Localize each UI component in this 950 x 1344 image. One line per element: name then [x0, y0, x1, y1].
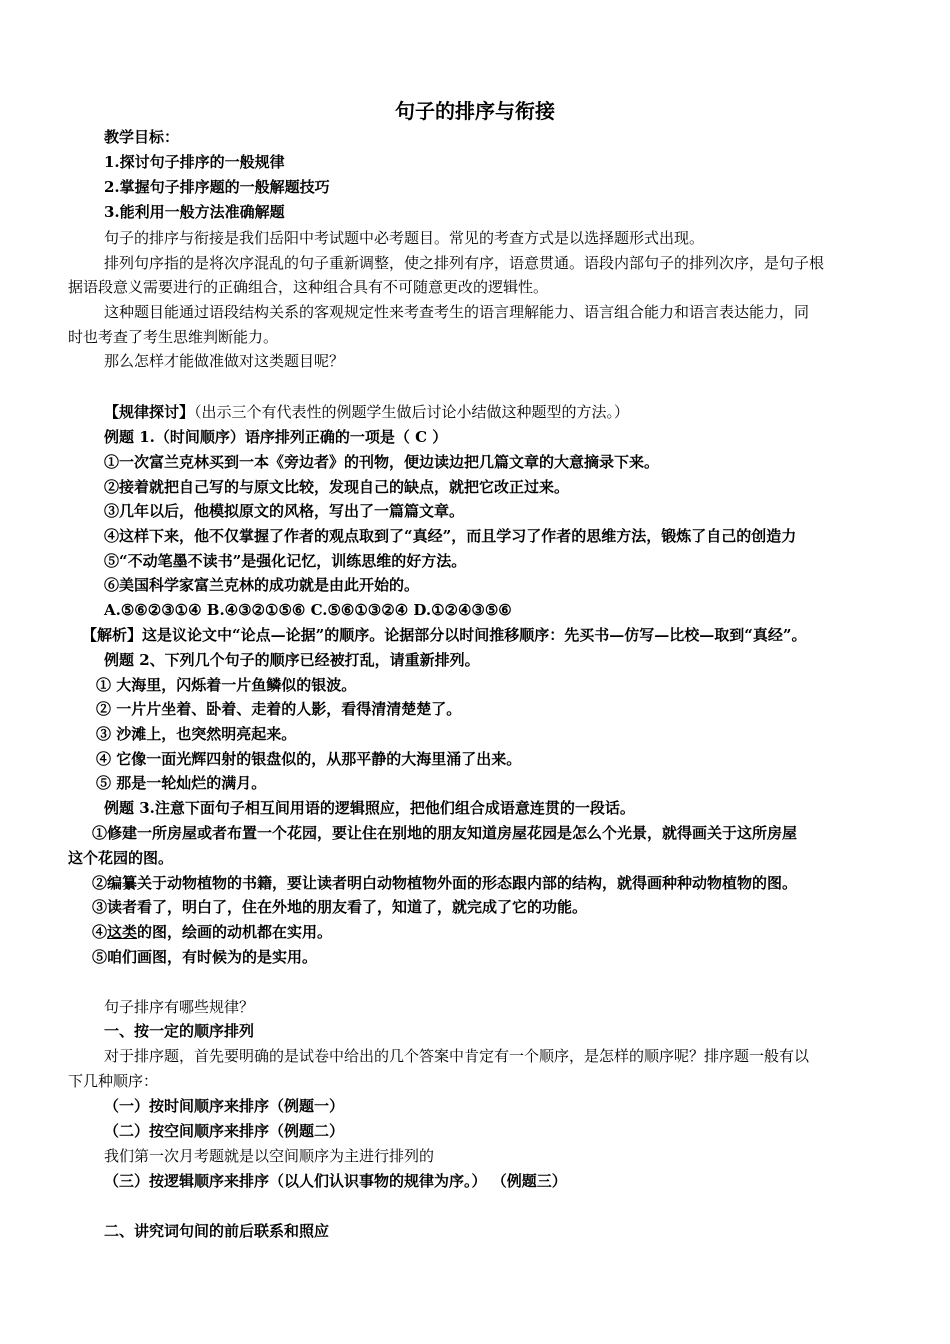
rule-order-space: （二）按空间顺序来排序（例题二）	[104, 1122, 345, 1140]
sentence-text: 的图，绘画的动机都在实用。	[137, 923, 333, 941]
rule-heading	[104, 402, 629, 422]
example-2-sentence: ① 大海里，闪烁着一片鱼鳞似的银波。	[96, 676, 357, 694]
goal-item: 3.能利用一般方法准确解题	[104, 203, 285, 221]
example-3-sentence: ③读者看了，明白了，住在外地的朋友看了，知道了，就完成了它的功能。	[92, 898, 588, 916]
intro-paragraph: 这种题目能通过语段结构关系的客观规定性来考查考生的语言理解能力、语言组合能力和语言表达能力，同	[104, 303, 810, 321]
goal-item: 1.探讨句子排序的一般规律	[104, 153, 285, 171]
rules-note: 我们第一次月考题就是以空间顺序为主进行排列的	[104, 1147, 435, 1165]
example-1-sentence: ①一次富兰克林买到一本《旁边者》的刊物，便边读边把几篇文章的大意摘录下来。	[104, 453, 660, 471]
example-3-sentence: 这个花园的图。	[68, 849, 174, 867]
example-2-sentence: ⑤ 那是一轮灿烂的满月。	[96, 774, 267, 792]
example-1-sentence: ③几年以后，他模拟原文的风格，写出了一篇篇文章。	[104, 502, 465, 520]
example-3-sentence: ⑤咱们画图，有时候为的是实用。	[92, 948, 318, 966]
goal-item: 2.掌握句子排序题的一般解题技巧	[104, 178, 330, 196]
rules-paragraph: 对于排序题，首先要明确的是试卷中给出的几个答案中肯定有一个顺序，是怎样的顺序呢？排序题一般有以	[104, 1047, 810, 1065]
rule-note: （出示三个有代表性的例题学生做后讨论小结做这种题型的方法。）	[194, 403, 630, 421]
rule-bracket: 【规律探讨】	[104, 403, 195, 421]
example-2-sentence: ④ 它像一面光辉四射的银盘似的，从那平静的大海里涌了出来。	[96, 750, 522, 768]
rule-order-logic: （三）按逻辑顺序来排序（以人们认识事物的规律为序。） （例题三）	[104, 1172, 567, 1190]
example-2-sentence: ② 一片片坐着、卧着、走着的人影，看得清清楚楚了。	[96, 700, 462, 718]
example-1-analysis: 【解析】这是议论文中“论点—论据”的顺序。论据部分以时间推移顺序：先买书—仿写—比校—取到“真经”。	[82, 626, 807, 644]
example-1-sentence: ②接着就把自己写的与原文比较，发现自己的缺点，就把它改正过来。	[104, 478, 570, 496]
section-heading-2: 二、讲究词句间的前后联系和照应	[104, 1222, 330, 1240]
example-1-question: 例题 1.（时间顺序）语序排列正确的一项是（ C ）	[104, 428, 448, 446]
example-1-sentence: ⑥美国科学家富兰克林的成功就是由此开始的。	[104, 576, 420, 594]
section-heading-1: 一、按一定的顺序排列	[104, 1022, 255, 1040]
intro-paragraph: 那么怎样才能做准做对这类题目呢？	[104, 352, 345, 370]
rules-paragraph: 下几种顺序：	[68, 1072, 159, 1090]
example-1-sentence: ④这样下来，他不仅掌握了作者的观点取到了“真经”，而且学习了作者的思维方法，锻炼了自己的创造力	[104, 527, 797, 545]
example-2-question: 例题 2、下列几个句子的顺序已经被打乱，请重新排列。	[104, 651, 480, 669]
intro-paragraph: 句子的排序与衔接是我们岳阳中考试题中必考题目。常见的考查方式是以选择题形式出现。	[104, 229, 705, 247]
example-1-options: A.⑤⑥②③①④ B.④③②①⑤⑥ C.⑤⑥①③②④ D.①②④③⑤⑥	[104, 601, 512, 619]
intro-paragraph: 时也考查了考生思维判断能力。	[68, 328, 279, 346]
example-3-sentence	[92, 922, 332, 942]
goals-heading: 教学目标：	[104, 128, 180, 146]
example-1-sentence: ⑤“不动笔墨不读书”是强化记忆，训练思维的好方法。	[104, 552, 467, 570]
example-3-question: 例题 3.注意下面句子相互间用语的逻辑照应，把他们组合成语意连贯的一段话。	[104, 799, 635, 817]
rule-order-time: （一）按时间顺序来排序（例题一）	[104, 1097, 345, 1115]
intro-paragraph: 据语段意义需要进行的正确组合，这种组合具有不可随意更改的逻辑性。	[68, 278, 549, 296]
sentence-number: ④	[92, 923, 108, 941]
example-3-sentence: ②编纂关于动物植物的书籍，要让读者明白动物植物外面的形态跟内部的结构，就得画种种动物植物的图。	[92, 874, 798, 892]
page-title: 句子的排序与衔接	[395, 99, 555, 123]
example-2-sentence: ③ 沙滩上，也突然明亮起来。	[96, 725, 297, 743]
intro-paragraph: 排列句序指的是将次序混乱的句子重新调整，使之排列有序，语意贯通。语段内部句子的排列次序，是句子根	[104, 254, 825, 272]
example-3-sentence: ①修建一所房屋或者布置一个花园，要让住在别地的朋友知道房屋花园是怎么个光景，就得画关于这所房屋	[92, 824, 798, 842]
underlined-term: 这类	[107, 923, 138, 941]
rules-question: 句子排序有哪些规律？	[104, 998, 255, 1016]
